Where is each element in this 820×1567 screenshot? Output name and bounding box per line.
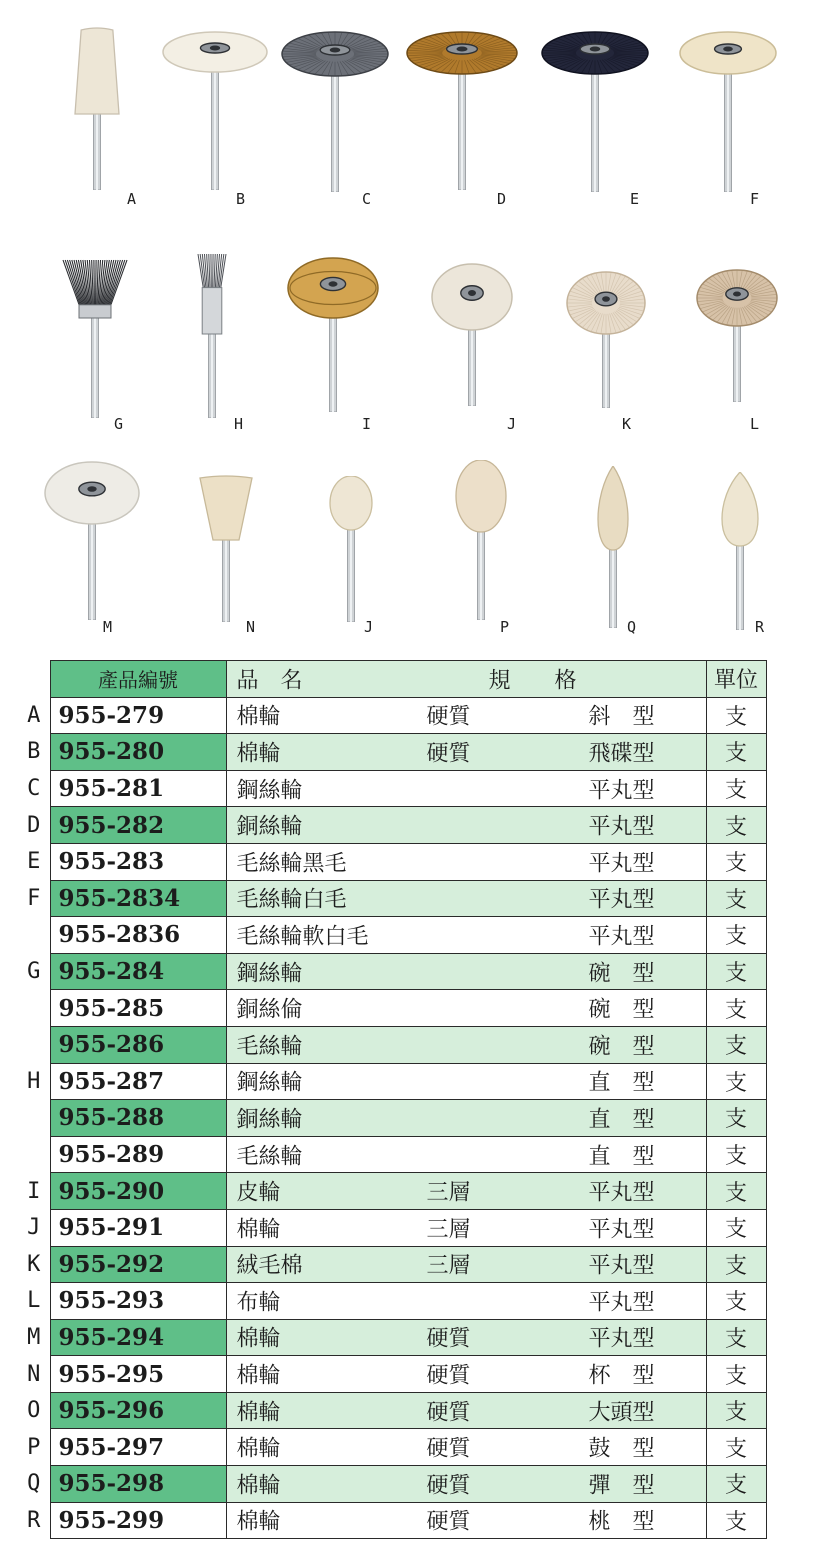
name-spec-cell (226, 734, 706, 771)
product-shape-type: 直 型 (588, 1107, 655, 1133)
product-name: 鋼絲輪 (236, 1070, 303, 1096)
name-spec-cell (226, 880, 706, 917)
product-unit: 支 (706, 697, 766, 734)
tool-photo-cup-brush (58, 258, 132, 418)
table-row (18, 770, 766, 807)
header-spec: 規 格 (488, 668, 577, 694)
product-name: 毛絲輪白毛 (236, 887, 347, 913)
name-spec-cell (226, 1429, 706, 1466)
table-row (18, 917, 766, 954)
product-unit: 支 (706, 1136, 766, 1173)
tool-letter-label: E (630, 190, 640, 208)
product-unit: 支 (706, 953, 766, 990)
product-code: 955-289 (50, 1136, 226, 1173)
product-unit: 支 (706, 1319, 766, 1356)
tool-photo-disc-thick (40, 460, 144, 620)
name-spec-cell (226, 843, 706, 880)
product-name: 銅絲輪 (236, 814, 303, 840)
product-code: 955-288 (50, 1100, 226, 1137)
row-letter (18, 1100, 50, 1137)
product-name: 布輪 (236, 1290, 281, 1316)
product-unit: 支 (706, 1173, 766, 1210)
product-unit: 支 (706, 1063, 766, 1100)
product-code: 955-297 (50, 1429, 226, 1466)
product-photo-gallery (0, 0, 820, 645)
product-unit: 支 (706, 880, 766, 917)
product-shape-type: 彈 型 (588, 1473, 655, 1499)
product-code: 955-281 (50, 770, 226, 807)
product-code: 955-294 (50, 1319, 226, 1356)
product-unit: 支 (706, 1209, 766, 1246)
name-spec-cell (226, 990, 706, 1027)
table-row (18, 953, 766, 990)
product-unit: 支 (706, 1283, 766, 1320)
row-letter: P (27, 1434, 41, 1460)
tool-letter-label: G (114, 415, 124, 433)
product-shape-type: 大頭型 (588, 1400, 655, 1426)
product-name: 銅絲倫 (236, 997, 303, 1023)
row-letter (18, 990, 50, 1027)
product-code: 955-296 (50, 1392, 226, 1429)
product-name: 毛絲輪軟白毛 (236, 924, 369, 950)
product-name: 鋼絲輪 (236, 778, 303, 804)
tool-photo-wire-black (537, 30, 653, 192)
product-unit: 支 (706, 1392, 766, 1429)
tool-letter-label: F (750, 190, 760, 208)
table-row (18, 1026, 766, 1063)
product-material: 硬質 (426, 1363, 471, 1389)
name-spec-cell (226, 1319, 706, 1356)
tool-photo-wool-white (675, 30, 781, 192)
product-code: 955-295 (50, 1356, 226, 1393)
table-row (18, 1356, 766, 1393)
product-material: 硬質 (426, 704, 471, 730)
row-letter: K (27, 1251, 41, 1277)
name-spec-cell (226, 770, 706, 807)
product-name: 毛絲輪黑毛 (236, 851, 347, 877)
row-letter: B (27, 739, 41, 765)
table-row (18, 1466, 766, 1503)
row-letter (18, 1136, 50, 1173)
product-code: 955-2834 (50, 880, 226, 917)
name-spec-cell (226, 1466, 706, 1503)
product-shape-type: 碗 型 (588, 961, 655, 987)
tool-letter-label: D (497, 190, 507, 208)
tool-photo-felt-cup (195, 474, 257, 622)
table-row (18, 807, 766, 844)
product-code: 955-283 (50, 843, 226, 880)
table-header-row (18, 661, 766, 698)
header-product-name: 品 名 (236, 668, 303, 694)
product-name: 銅絲輪 (236, 1107, 303, 1133)
product-code: 955-286 (50, 1026, 226, 1063)
name-spec-cell (226, 1502, 706, 1539)
tool-photo-fluffy-wheel (562, 270, 650, 408)
product-shape-type: 平丸型 (588, 1180, 655, 1206)
name-spec-cell (226, 1209, 706, 1246)
tool-photo-felt-ball (325, 476, 377, 622)
name-spec-cell (226, 1136, 706, 1173)
product-shape-type: 斜 型 (588, 704, 655, 730)
tool-letter-label: N (246, 618, 256, 636)
row-letter: N (27, 1361, 41, 1387)
table-row (18, 1319, 766, 1356)
header-letter-cell (18, 661, 50, 698)
tool-letter-label: J (507, 415, 517, 433)
product-code: 955-287 (50, 1063, 226, 1100)
row-letter: D (27, 812, 41, 838)
row-letter (18, 917, 50, 954)
product-code: 955-2836 (50, 917, 226, 954)
product-material: 三層 (426, 1253, 471, 1279)
product-name: 棉輪 (236, 741, 281, 767)
row-letter: H (27, 1068, 41, 1094)
tool-photo-felt-bullet (588, 466, 638, 628)
product-name: 棉輪 (236, 1400, 281, 1426)
product-shape-type: 平丸型 (588, 924, 655, 950)
product-shape-type: 桃 型 (588, 1509, 655, 1535)
product-code: 955-285 (50, 990, 226, 1027)
product-shape-type: 碗 型 (588, 1034, 655, 1060)
product-name: 棉輪 (236, 1217, 281, 1243)
row-letter: J (27, 1215, 41, 1241)
product-code: 955-282 (50, 807, 226, 844)
product-code: 955-299 (50, 1502, 226, 1539)
tool-letter-label: R (755, 618, 765, 636)
name-spec-cell (226, 1246, 706, 1283)
tool-photo-disc-white (158, 30, 272, 190)
product-shape-type: 碗 型 (588, 997, 655, 1023)
row-letter: E (27, 849, 41, 875)
product-unit: 支 (706, 1100, 766, 1137)
name-spec-cell (226, 1356, 706, 1393)
product-shape-type: 平丸型 (588, 778, 655, 804)
tool-photo-felt-cone (70, 26, 124, 190)
product-unit: 支 (706, 917, 766, 954)
product-name: 毛絲輪 (236, 1034, 303, 1060)
product-name: 毛絲輪 (236, 1144, 303, 1170)
product-name: 棉輪 (236, 1363, 281, 1389)
product-shape-type: 平丸型 (588, 851, 655, 877)
header-name-spec (226, 661, 706, 698)
product-code: 955-279 (50, 697, 226, 734)
header-product-code: 產品編號 (50, 661, 226, 698)
table-row (18, 1136, 766, 1173)
table-row (18, 1246, 766, 1283)
tool-photo-wire-steel (277, 30, 393, 192)
tool-photo-felt-peach (711, 472, 769, 630)
product-shape-type: 平丸型 (588, 814, 655, 840)
product-code: 955-292 (50, 1246, 226, 1283)
product-unit: 支 (706, 1502, 766, 1539)
row-letter: L (27, 1288, 41, 1314)
product-material: 硬質 (426, 1473, 471, 1499)
name-spec-cell (226, 807, 706, 844)
product-name: 棉輪 (236, 1326, 281, 1352)
product-unit: 支 (706, 990, 766, 1027)
product-name: 鋼絲輪 (236, 961, 303, 987)
product-code: 955-291 (50, 1209, 226, 1246)
table-row (18, 1429, 766, 1466)
product-material: 硬質 (426, 1400, 471, 1426)
product-material: 硬質 (426, 1509, 471, 1535)
product-unit: 支 (706, 1429, 766, 1466)
product-unit: 支 (706, 807, 766, 844)
product-shape-type: 平丸型 (588, 1253, 655, 1279)
name-spec-cell (226, 953, 706, 990)
table-body (18, 697, 766, 1539)
product-unit: 支 (706, 734, 766, 771)
table-row (18, 1100, 766, 1137)
table-row (18, 734, 766, 771)
name-spec-cell (226, 917, 706, 954)
tool-letter-label: P (500, 618, 510, 636)
product-shape-type: 平丸型 (588, 887, 655, 913)
row-letter: F (27, 885, 41, 911)
product-material: 三層 (426, 1180, 471, 1206)
product-unit: 支 (706, 843, 766, 880)
product-material: 硬質 (426, 741, 471, 767)
product-shape-type: 平丸型 (588, 1290, 655, 1316)
product-shape-type: 鼓 型 (588, 1436, 655, 1462)
product-material: 硬質 (426, 1326, 471, 1352)
product-unit: 支 (706, 1466, 766, 1503)
table-row (18, 880, 766, 917)
tool-letter-label: L (750, 415, 760, 433)
name-spec-cell (226, 1173, 706, 1210)
product-code: 955-290 (50, 1173, 226, 1210)
row-letter: R (27, 1507, 41, 1533)
product-material: 三層 (426, 1217, 471, 1243)
product-shape-type: 平丸型 (588, 1217, 655, 1243)
product-shape-type: 平丸型 (588, 1326, 655, 1352)
tool-letter-label: Q (627, 618, 637, 636)
product-shape-type: 直 型 (588, 1144, 655, 1170)
table-row (18, 990, 766, 1027)
tool-letter-label: B (236, 190, 246, 208)
table-row (18, 1063, 766, 1100)
row-letter: C (27, 776, 41, 802)
product-code: 955-284 (50, 953, 226, 990)
product-code: 955-298 (50, 1466, 226, 1503)
row-letter: A (27, 702, 41, 728)
product-unit: 支 (706, 1026, 766, 1063)
tool-photo-cloth-wheel (692, 268, 782, 402)
row-letter (18, 1026, 50, 1063)
tool-letter-label: J (364, 618, 374, 636)
product-spec-table (18, 660, 767, 1539)
product-material: 硬質 (426, 1436, 471, 1462)
table-row (18, 697, 766, 734)
row-letter: O (27, 1398, 41, 1424)
tool-photo-cotton-wheel (427, 262, 517, 406)
row-letter: I (27, 1178, 41, 1204)
header-unit: 單位 (706, 661, 766, 698)
tool-photo-end-brush (193, 254, 231, 418)
row-letter: M (27, 1324, 41, 1350)
product-name: 棉輪 (236, 1509, 281, 1535)
product-shape-type: 飛碟型 (588, 741, 655, 767)
tool-photo-leather-wheel (283, 256, 383, 412)
name-spec-cell (226, 1026, 706, 1063)
product-name: 絨毛棉 (236, 1253, 303, 1279)
name-spec-cell (226, 1063, 706, 1100)
product-shape-type: 杯 型 (588, 1363, 655, 1389)
table-row (18, 1392, 766, 1429)
tool-letter-label: I (362, 415, 372, 433)
table-row (18, 1209, 766, 1246)
row-letter: Q (27, 1471, 41, 1497)
table-row (18, 1502, 766, 1539)
product-name: 棉輪 (236, 1473, 281, 1499)
name-spec-cell (226, 1100, 706, 1137)
tool-letter-label: H (234, 415, 244, 433)
product-name: 棉輪 (236, 1436, 281, 1462)
product-name: 棉輪 (236, 704, 281, 730)
name-spec-cell (226, 1283, 706, 1320)
tool-letter-label: K (622, 415, 632, 433)
product-unit: 支 (706, 770, 766, 807)
product-unit: 支 (706, 1246, 766, 1283)
tool-photo-wire-brass (402, 30, 522, 190)
name-spec-cell (226, 1392, 706, 1429)
product-code: 955-280 (50, 734, 226, 771)
tool-photo-felt-barrel (451, 460, 511, 620)
tool-letter-label: M (103, 618, 113, 636)
tool-letter-label: C (362, 190, 372, 208)
product-code: 955-293 (50, 1283, 226, 1320)
product-unit: 支 (706, 1356, 766, 1393)
row-letter: G (27, 959, 41, 985)
product-name: 皮輪 (236, 1180, 281, 1206)
table-row (18, 843, 766, 880)
table-row (18, 1283, 766, 1320)
product-shape-type: 直 型 (588, 1070, 655, 1096)
table-row (18, 1173, 766, 1210)
name-spec-cell (226, 697, 706, 734)
tool-letter-label: A (127, 190, 137, 208)
